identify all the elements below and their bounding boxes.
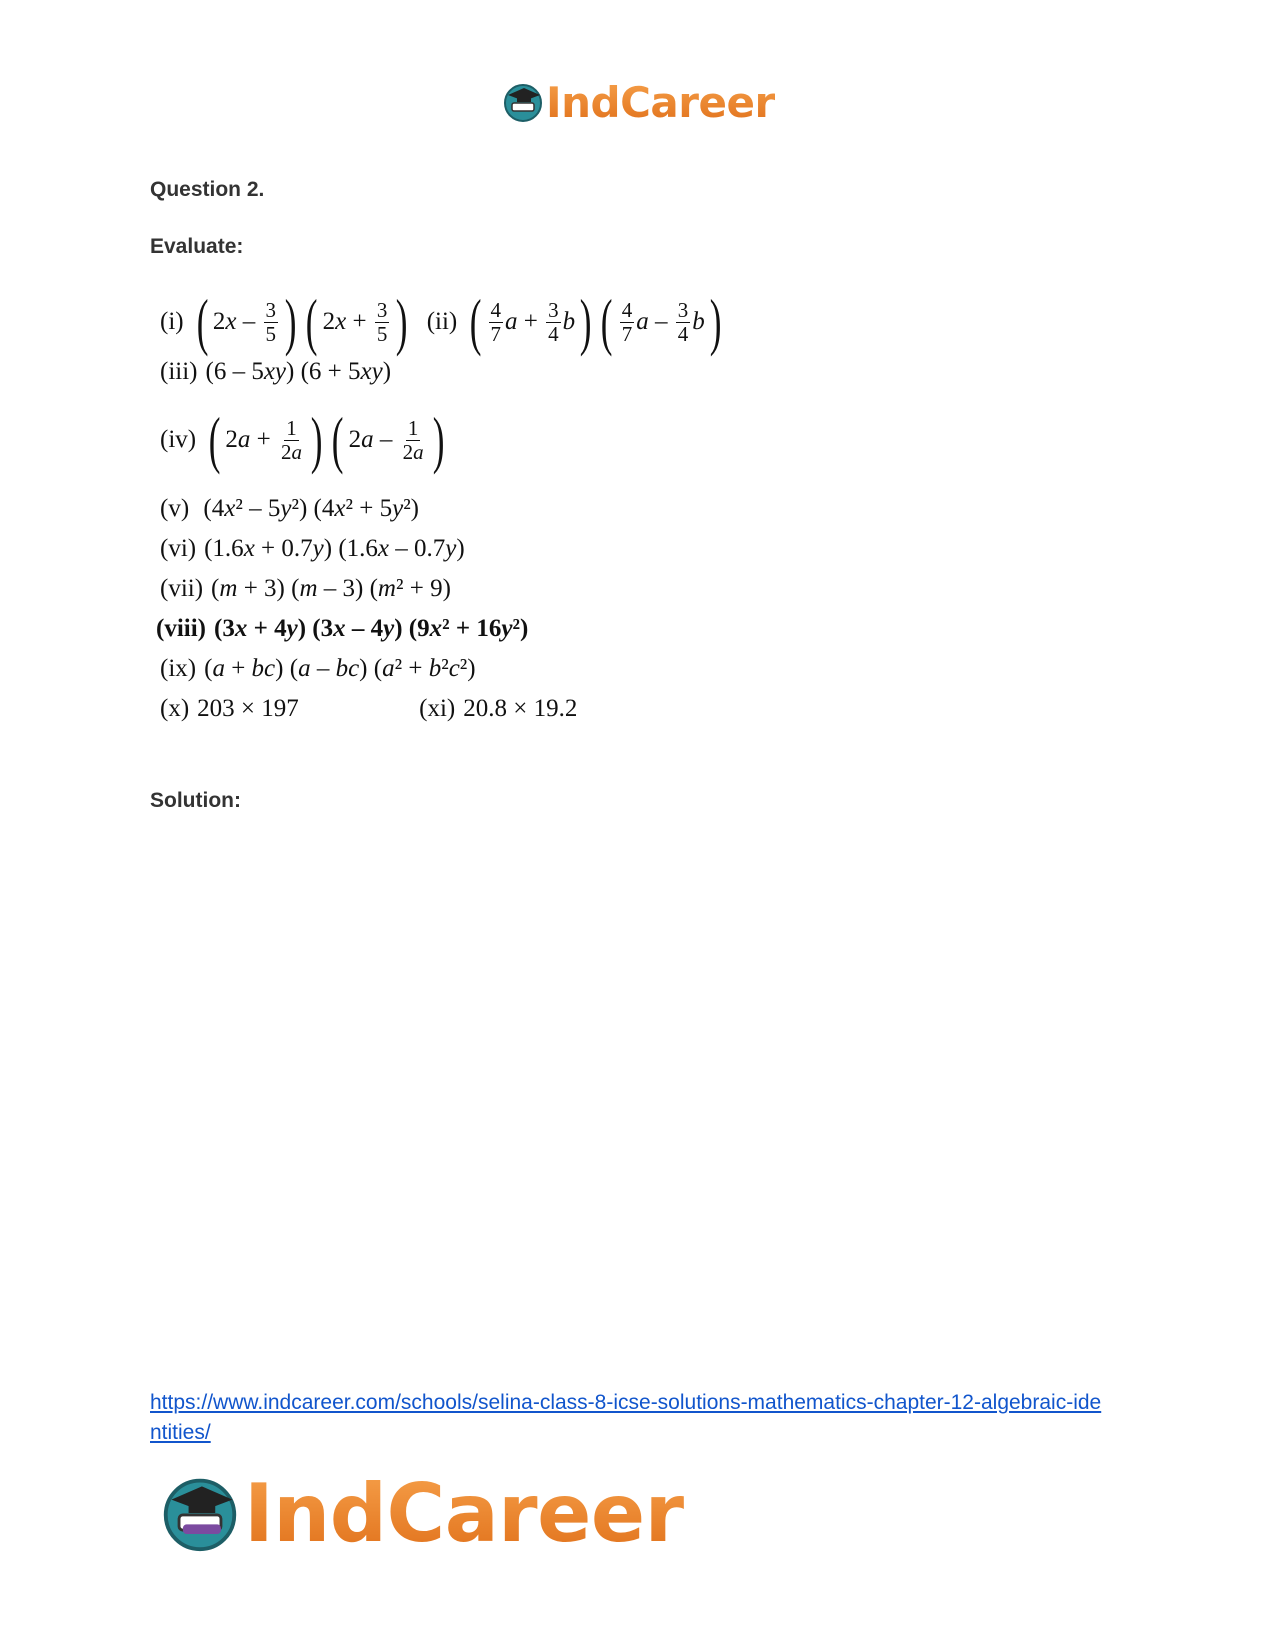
graduation-cap-book-icon (160, 1473, 240, 1553)
item-iii-expr: (6 – 5xy) (6 + 5xy) (205, 358, 392, 385)
item-x-xi (160, 695, 577, 723)
graduation-cap-book-icon (502, 81, 544, 123)
source-link[interactable]: https://www.indcareer.com/schools/selina-class-8-icse-solutions-mathematics-chapter-12-algebraic-identities/ (150, 1391, 1102, 1444)
item-iv (160, 404, 449, 475)
question-title: Question 2. (150, 178, 265, 201)
item-iv-expr: ( 2 a + $\frac{1}{2a}$ ) ( 2 a – $\frac{1}{2a}$ ) (208, 404, 445, 475)
item-viii (156, 615, 528, 643)
item-ii-expr: ( $\frac{4}{7}$ a + $\frac{3}{4}$ b ) ( $\frac{4}{7}$ a – $\frac{3}{4}$ b ) (470, 286, 722, 357)
item-ix-label: (ix) (160, 655, 197, 682)
item-ii-label: (ii) (426, 308, 458, 335)
item-ix (160, 655, 476, 683)
item-viii-expr: (3x + 4y) (3x – 4y) (9x² + 16y²) (214, 615, 529, 642)
item-iii (160, 358, 391, 386)
footer-logo (160, 1468, 684, 1558)
item-i-expr: ( 2 x – $\frac{3}{5}$ ) ( 2 x + $\frac{3}{5}$ ) (196, 286, 408, 357)
item-vii (160, 575, 451, 603)
footer-logo-text: IndCareer (244, 1466, 684, 1560)
item-xi-expr: 20.8 × 19.2 (463, 695, 578, 722)
item-vi-expr: (1.6x + 0.7y) (1.6x – 0.7y) (204, 535, 465, 562)
item-i-label: (i) (160, 308, 184, 335)
header-logo (502, 78, 775, 126)
item-x-label: (x) (160, 695, 190, 722)
item-x-expr: 203 × 197 (197, 695, 299, 722)
item-vii-expr: (m + 3) (m – 3) (m² + 9) (211, 575, 451, 602)
header-logo-text: IndCareer (546, 77, 775, 127)
question-expressions (156, 286, 860, 740)
item-v-expr: (4x² – 5y²) (4x² + 5y²) (197, 495, 420, 522)
item-i-ii (160, 286, 726, 357)
item-ix-expr: (a + bc) (a – bc) (a² + b²c²) (204, 655, 476, 682)
item-v-label: (v) (160, 495, 190, 522)
item-vi-label: (vi) (160, 535, 197, 562)
item-iii-label: (iii) (160, 358, 198, 385)
item-iv-label: (iv) (160, 426, 197, 453)
item-vii-label: (vii) (160, 575, 204, 602)
item-viii-label: (viii) (156, 615, 206, 642)
item-xi-label: (xi) (419, 695, 456, 722)
item-v (160, 495, 419, 523)
question-instruction: Evaluate: (150, 235, 244, 258)
solution-label: Solution: (150, 789, 241, 812)
item-vi (160, 535, 465, 563)
